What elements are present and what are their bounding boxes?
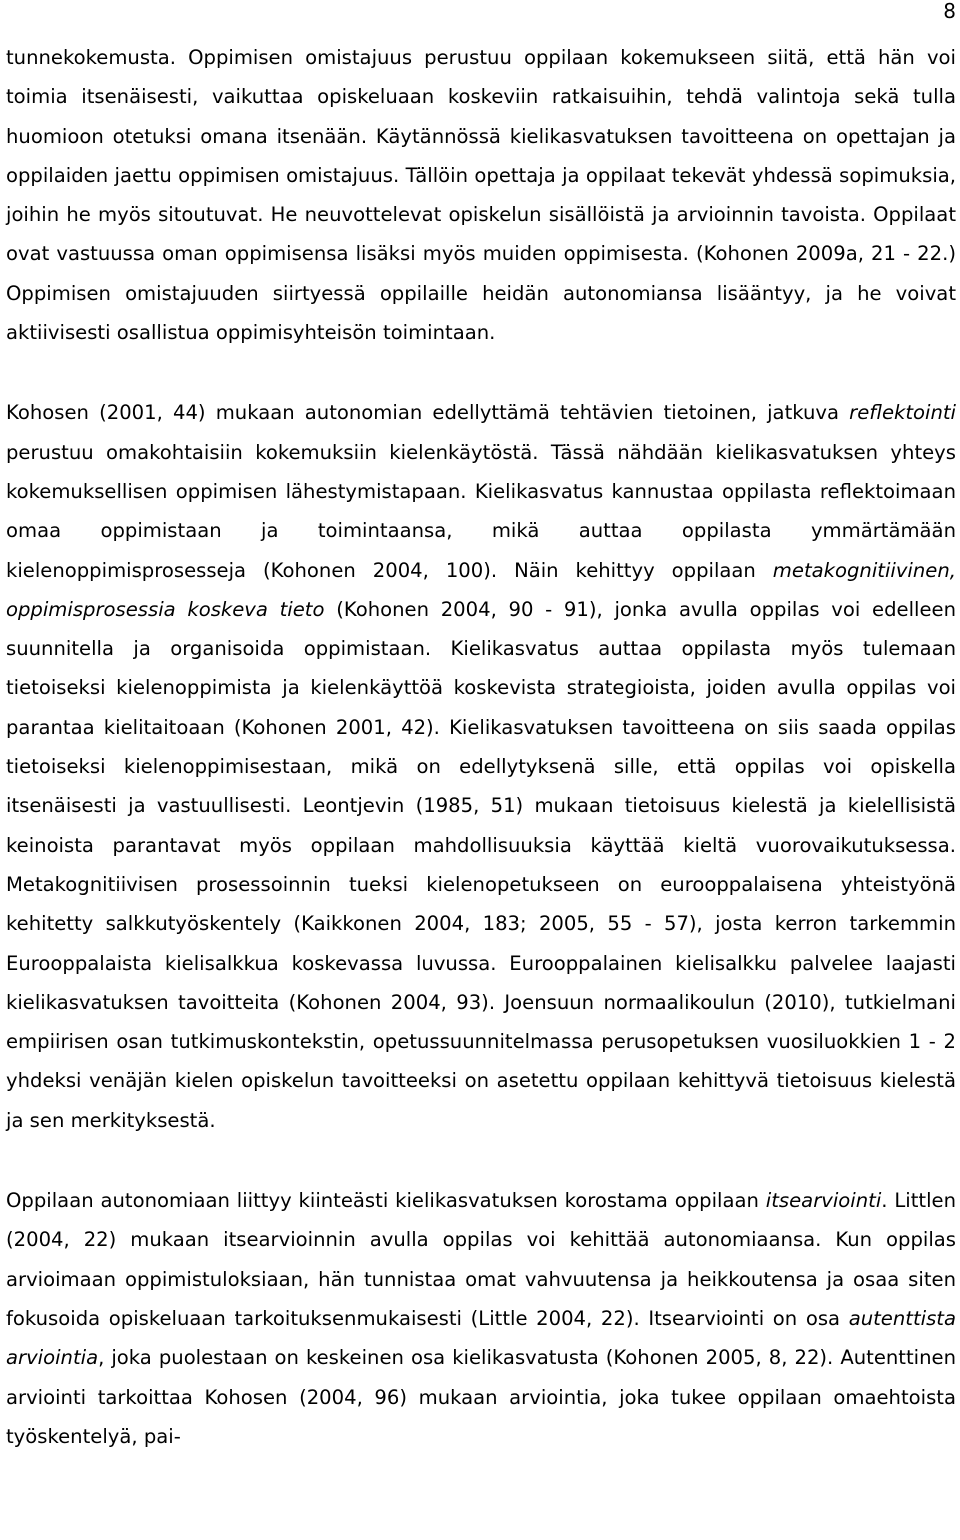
text-run: perustuu omakohtaisiin kokemuksiin kielenkäytöstä. Tässä nähdään kielikasvatuksen yhteys kokemuksellisen oppimisen lähestymistapaan. Kielikasvatus kannustaa oppilasta reflektoimaan omaa oppimistaan ja toimintaansa, mikä auttaa oppilasta ymmärtämään kielenoppimisprosesseja (Kohonen 2004, 100). Näin kehittyy oppilaan [6, 440, 956, 582]
page-number: 8 [943, 0, 956, 23]
text-run: . Littlen (2004, 22) mukaan itsearvioinnin avulla oppilas voi kehittää autonomiaansa. Kun oppilas arvioimaan oppimistuloksiaan, hän tunnistaa omat vahvuutensa ja heikkoutensa ja osaa siten fokusoida opiskeluaan tarkoituksenmukaisesti (Little 2004, 22). Itsearviointi on osa [6, 1189, 956, 1330]
text-run: Oppilaan autonomiaan liittyy kiinteästi kielikasvatuksen korostama oppilaan [6, 1189, 766, 1213]
text-run: Kohosen (2001, 44) mukaan autonomian edellyttämä tehtävien tietoinen, jatkuva [6, 401, 850, 425]
text-run: , joka puolestaan on keskeinen osa kielikasvatusta (Kohonen 2005, 8, 22). Autenttinen arviointi tarkoittaa Kohosen (2004, 96) mukaan arviointia, joka tukee oppilaan omaehtoista työskentelyä, pai- [6, 1346, 956, 1448]
text-run: (Kohonen 2004, 90 - 91), jonka avulla oppilas voi edelleen suunnitella ja organisoida oppimistaan. Kielikasvatus auttaa oppilasta myös tulemaan tietoiseksi kielenoppimista ja kielenkäyttöä koskevista strategioista, joiden avulla oppilas voi parantaa kielitaitoaan (Kohonen 2001, 42). Kielikasvatuksen tavoitteena on siis saada oppilas tietoiseksi kielenoppimisestaan, mikä on edellytyksenä sille, että oppilas voi opiskella itsenäisesti ja vastuullisesti. Leontjevin (1985, 51) mukaan tietoisuus kielestä ja kielellisistä keinoista parantavat myös oppilaan mahdollisuuksia käyttää kieltä vuorovaikutuksessa. Metakognitiivisen prosessoinnin tueksi kielenopetukseen on eurooppalaisena yhteistyönä kehitetty salkkutyöskentely (Kaikkonen 2004, 183; 2005, 55 - 57), josta kerron tarkemmin Eurooppalaista kielisalkkua koskevassa luvussa. Eurooppalainen kielisalkku palvelee laajasti kielikasvatuksen tavoitteita (Kohonen 2004, 93). Joensuun normaalikoulun (2010), tutkielmani empiirisen osan tutkimuskontekstin, opetussuunnitelmassa perusopetuksen vuosiluokkien 1 - 2 yhdeksi venäjän kielen opiskelun tavoitteeksi on asetettu oppilaan kehittyvä tietoisuus kielestä ja sen merkityksestä. [6, 597, 957, 1132]
paragraph-self-assessment [6, 1181, 956, 1456]
italic-term: metakognitiivinen, oppimisprosessia koskeva tieto [6, 558, 956, 621]
italic-term: itsearviointi [765, 1189, 882, 1213]
paragraph-ownership [6, 38, 956, 352]
text-run: tunnekokemusta. Oppimisen omistajuus perustuu oppilaan kokemukseen siitä, että hän voi toimia itsenäisesti, vaikuttaa opiskeluaan koskeviin ratkaisuihin, tehdä valintoja sekä tulla huomioon otetuksi omana itsenään. Käytännössä kielikasvatuksen tavoitteena on opettajan ja oppilaiden jaettu oppimisen omistajuus. Tällöin opettaja ja oppilaat tekevät yhdessä sopimuksia, joihin he myös sitoutuvat. He neuvottelevat opiskelun sisällöistä ja arvioinnin tavoista. Oppilaat ovat vastuussa oman oppimisensa lisäksi myös muiden oppimisesta. (Kohonen 2009a, 21 - 22.) Oppimisen omistajuuden siirtyessä oppilaille heidän autonomiansa lisääntyy, ja he voivat aktiivisesti osallistua oppimisyhteisön toimintaan. [6, 46, 956, 345]
italic-term: reflektointi [849, 401, 956, 425]
italic-term: autenttista arviointia [6, 1306, 956, 1370]
paragraph-reflection [6, 393, 956, 1140]
document-body [6, 38, 956, 1456]
